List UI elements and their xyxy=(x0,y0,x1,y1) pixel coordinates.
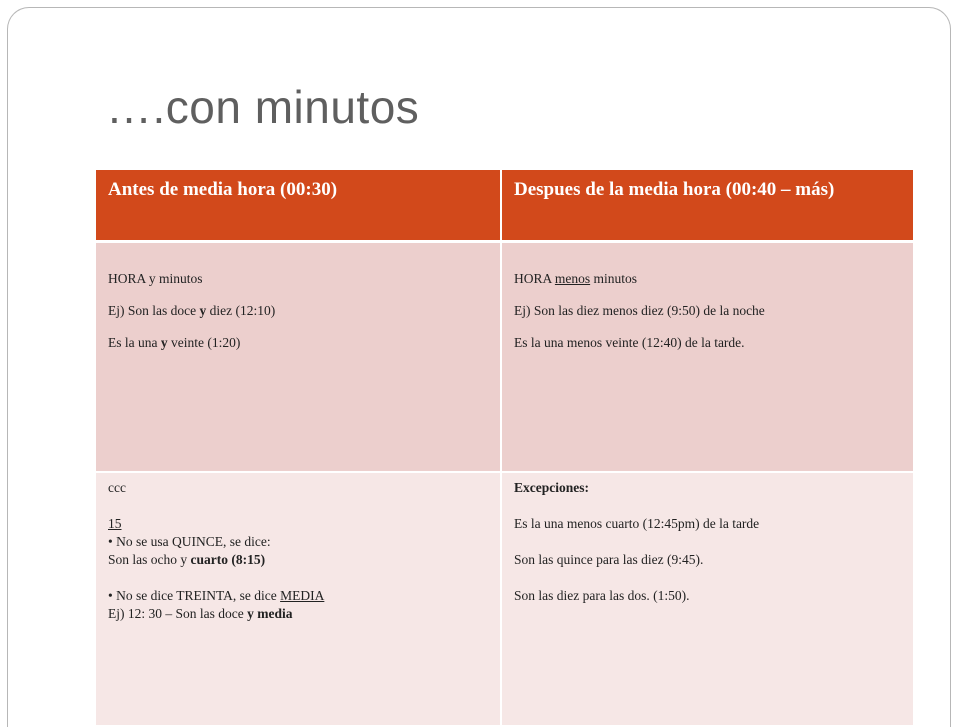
cell-line: Son las diez para las dos. (1:50). xyxy=(514,588,690,603)
cell-line: Es la una menos cuarto (12:45pm) de la tarde xyxy=(514,516,760,531)
header-before-half-hour: Antes de media hora (00:30) xyxy=(96,170,502,240)
table-header-row xyxy=(96,170,913,243)
cell-line: ccc xyxy=(108,480,126,495)
cell-line: Son las ocho y cuarto (8:15) xyxy=(108,552,266,567)
cell-line: Es la una menos veinte (12:40) de la tarde. xyxy=(514,335,745,350)
cell-line: 15 xyxy=(108,516,122,531)
table-row xyxy=(96,243,913,473)
cell-line: • No se dice TREINTA, se dice MEDIA xyxy=(108,588,325,603)
header-after-half-hour: Despues de la media hora (00:40 – más) xyxy=(514,179,835,200)
slide-title: ….con minutos xyxy=(106,81,420,133)
cell-line: Excepciones: xyxy=(514,480,589,495)
cell-line: • No se usa QUINCE, se dice: xyxy=(108,534,271,549)
cell-excepciones xyxy=(502,473,913,725)
table-row xyxy=(96,473,913,725)
cell-line: HORA menos minutos xyxy=(514,271,638,286)
cell-hora-y-minutos xyxy=(96,243,502,471)
time-table xyxy=(96,170,913,720)
cell-line: HORA y minutos xyxy=(108,271,203,286)
cell-hora-menos-minutos xyxy=(502,243,913,471)
cell-line: Ej) 12: 30 – Son las doce y media xyxy=(108,606,293,621)
cell-line: Es la una y veinte (1:20) xyxy=(108,335,241,350)
cell-cuarto-media xyxy=(96,473,502,725)
cell-line: Son las quince para las diez (9:45). xyxy=(514,552,704,567)
cell-line: Ej) Son las diez menos diez (9:50) de la noche xyxy=(514,303,765,318)
cell-line: Ej) Son las doce y diez (12:10) xyxy=(108,303,276,318)
